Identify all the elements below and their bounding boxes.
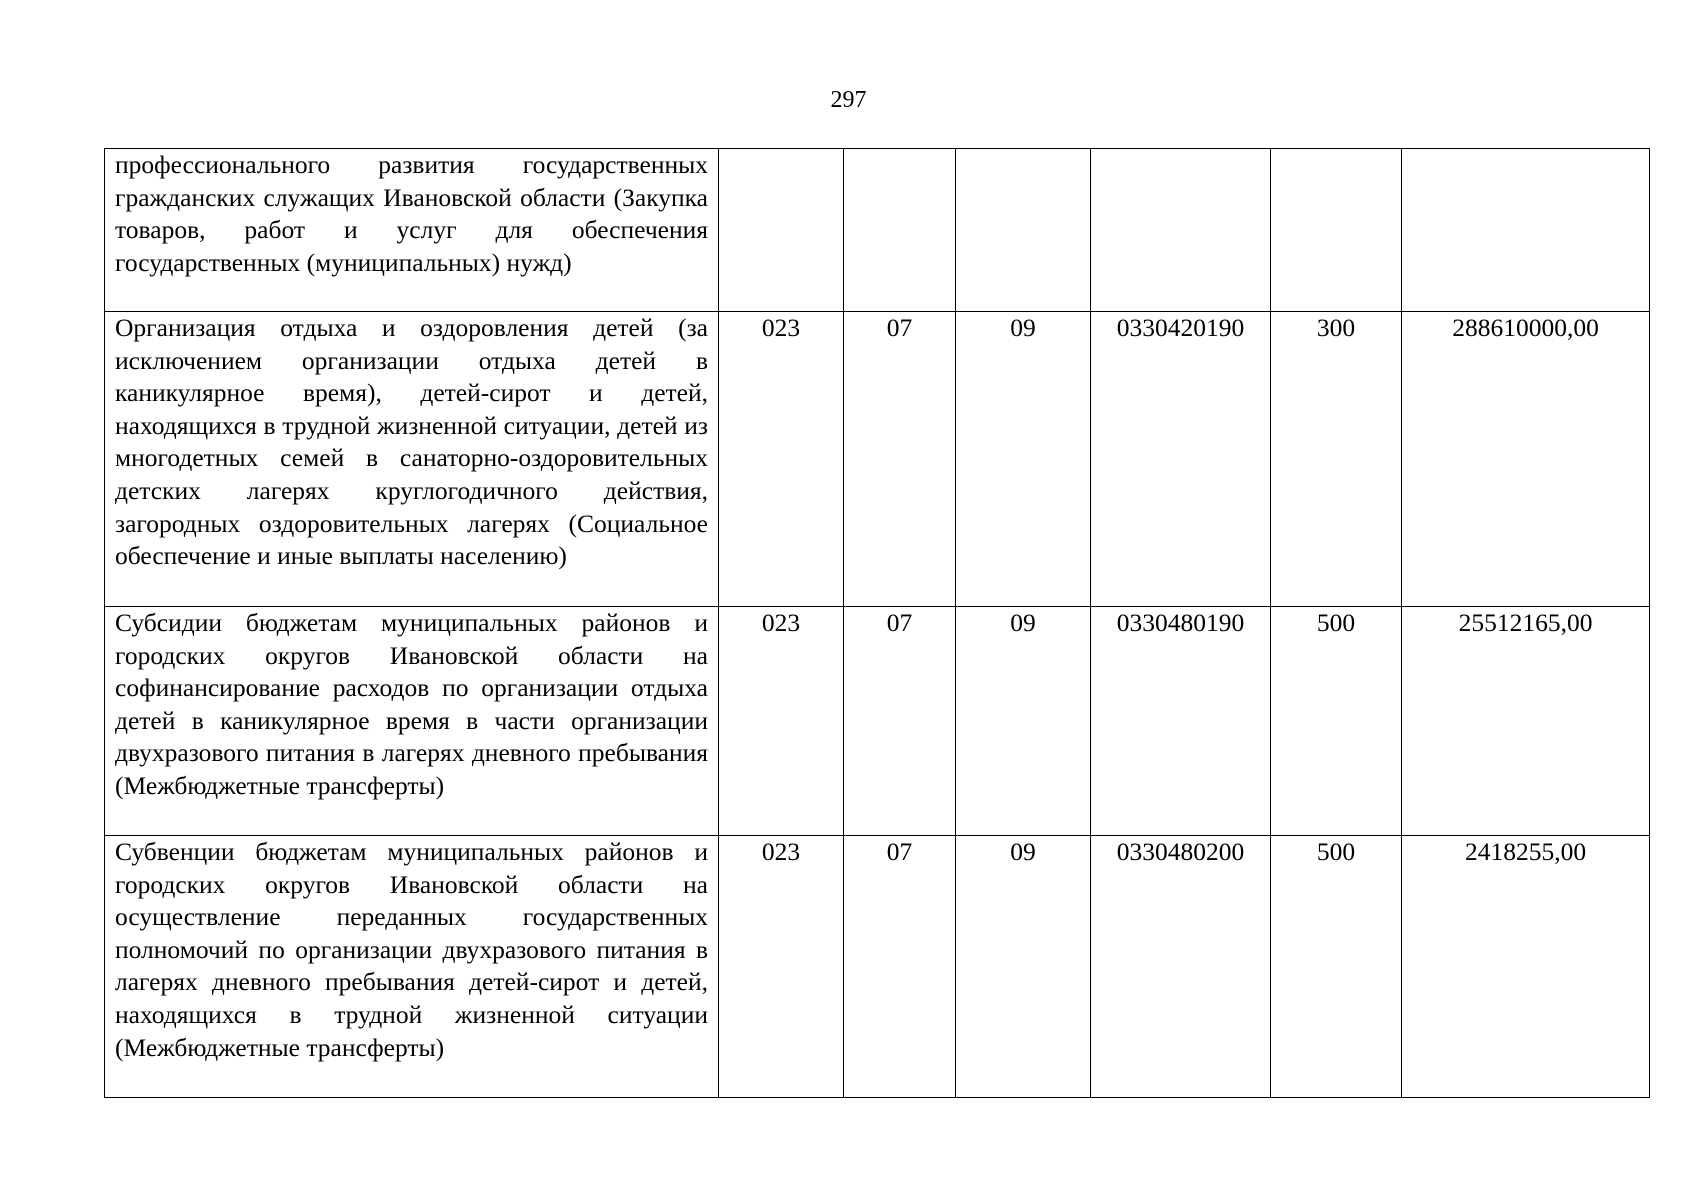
expense-description: Субсидии бюджетам муниципальных районов и городских округов Ивановской области на софинансирование расходов по организации отдыха детей в каникулярное время в части организации двухразового питания в лагерях дневного пребывания (Межбюджетные трансферты)	[105, 607, 719, 836]
amount: 288610000,00	[1402, 312, 1650, 607]
budget-table	[104, 148, 1650, 1098]
target-article-code: 0330420190	[1091, 312, 1271, 607]
expense-description: Субвенции бюджетам муниципальных районов и городских округов Ивановской области на осуществление переданных государственных полномочий по организации двухразового питания в лагерях дневного пребывания детей-сирот и детей, находящихся в трудной жизненной ситуации (Межбюджетные трансферты)	[105, 836, 719, 1098]
section-code: 07	[844, 312, 956, 607]
page-number: 297	[830, 87, 867, 113]
ministry-code	[719, 149, 844, 312]
subsection-code: 09	[956, 607, 1091, 836]
section-code: 07	[844, 836, 956, 1098]
expense-type-code: 500	[1271, 607, 1402, 836]
table-row	[105, 149, 1650, 312]
amount	[1402, 149, 1650, 312]
target-article-code: 0330480200	[1091, 836, 1271, 1098]
expense-type-code: 500	[1271, 836, 1402, 1098]
table-row	[105, 607, 1650, 836]
ministry-code: 023	[719, 312, 844, 607]
table-row	[105, 836, 1650, 1098]
subsection-code	[956, 149, 1091, 312]
amount: 25512165,00	[1402, 607, 1650, 836]
ministry-code: 023	[719, 607, 844, 836]
target-article-code	[1091, 149, 1271, 312]
target-article-code: 0330480190	[1091, 607, 1271, 836]
subsection-code: 09	[956, 836, 1091, 1098]
section-code	[844, 149, 956, 312]
ministry-code: 023	[719, 836, 844, 1098]
subsection-code: 09	[956, 312, 1091, 607]
table-row	[105, 312, 1650, 607]
amount: 2418255,00	[1402, 836, 1650, 1098]
expense-description: Организация отдыха и оздоровления детей (за исключением организации отдыха детей в каникулярное время), детей-сирот и детей, находящихся в трудной жизненной ситуации, детей из многодетных семей в санаторно-оздоровительных детских лагерях круглогодичного действия, загородных оздоровительных лагерях (Социальное обеспечение и иные выплаты населению)	[105, 312, 719, 607]
expense-description: профессионального развития государственных гражданских служащих Ивановской области (Закупка товаров, работ и услуг для обеспечения государственных (муниципальных) нужд)	[105, 149, 719, 312]
expense-type-code: 300	[1271, 312, 1402, 607]
expense-type-code	[1271, 149, 1402, 312]
section-code: 07	[844, 607, 956, 836]
